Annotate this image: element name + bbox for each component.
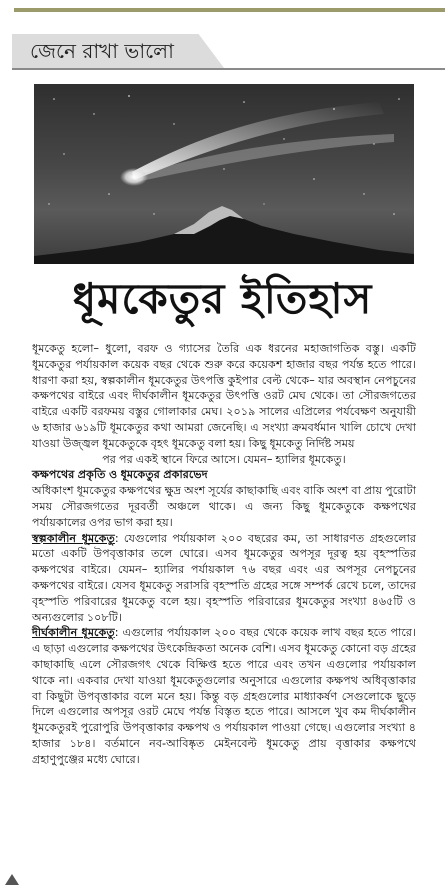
long-period-paragraph: [32, 625, 416, 767]
comet-mountain-illustration: [34, 84, 414, 264]
section-header: [12, 34, 445, 70]
long-period-text: : এগুলোর পর্যায়কাল ২০০ বছর থেকে কয়েক লাখ বছর হতে পারে। এ ছাড়া এগুলোর কক্ষপথের উৎকেন্দ্রিকতা অনেক বেশি। এসব ধূমকেতু কোনো বড় গ্রহের কাছাকাছি এলে সৌরজগৎ থেকে বিক্ষিপ্ত হতে পারে এবং তখন এগুলোর পর্যায়কাল থাকে না। একবার দেখা যাওয়া ধূমকেতুগুলোর অনুসারে এগুলোর কক্ষপথ অধিবৃত্তাকার বা কিছুটা উপবৃত্তাকার বলে মনে হয়। কিন্তু বড় গ্রহগুলোর মাধ্যাকর্ষণ সেগুলোকে ছুড়ে দিলে এগুলোর অপসূর ওরট মেঘে পর্যন্ত বিস্তৃত হতে পারে। আসলে খুব কম দীর্ঘকালীন ধূমকেতুরই পুরোপুরি উপবৃত্তাকার কক্ষপথ ও পর্যায়কাল পাওয়া গেছে। এগুলোর সংখ্যা ৪ হাজার ১৮৪। বর্তমানে নব-আবিষ্কৃত মেইনবেল্ট ধূমকেতু প্রায় বৃত্তাকার কক্ষপথে গ্রহাণুপুঞ্জের মধ্যে ঘোরে।: [32, 626, 416, 766]
comet-photo: [34, 84, 414, 264]
short-period-text: : যেগুলোর পর্যায়কাল ২০০ বছরের কম, তা সাধারণত গ্রহগুলোর মতো একটি উপবৃত্তাকার তলে ঘোরে। এসব ধূমকেতুর অপসূর দূরত্ব হয় বৃহস্পতির কক্ষপথের বাইরে। যেমন– হ্যালির পর্যায়কাল ৭৬ বছর এবং এর অপসূর নেপচুনের কক্ষপথের বাইরে। যেসব ধূমকেতু সরাসরি বৃহস্পতি গ্রহের সঙ্গে সম্পর্ক রেখে চলে, তাদের বৃহস্পতি পরিবারের ধূমকেতু বলে হয়। বৃহস্পতি পরিবারের ধূমকেতুর সংখ্যা ৪৬৫টি ও অন্যগুলোর ১০৮টি।: [32, 531, 416, 624]
long-period-lead: দীর্ঘকালীন ধূমকেতু: [32, 626, 115, 640]
intro-paragraph: ধূমকেতু হলো– ধুলো, বরফ ও গ্যাসের তৈরি এক ধরনের মহাজাগতিক বস্তু। একটি ধূমকেতুর পর্যায়কাল কয়েক বছর থেকে শুরু করে কয়েকশ হাজার বছর পর্যন্ত হতে পারে। ধারণা করা হয়, স্বল্পকালীন ধূমকেতুর উৎপত্তি কুইপার বেল্ট থেকে– যার অবস্থান নেপচুনের কক্ষপথের বাইরে এবং দীর্ঘকালীন ধূমকেতুর উৎপত্তি ওরট মেঘ থেকে। তা সৌরজগতের বাইরে একটি বরফময় বস্তুর গোলাকার মেঘ। ২০১৯ সালের এপ্রিলের পর্যবেক্ষণ অনুযায়ী ৬ হাজার ৬১৯টি ধূমকেতুর কথা আমরা জেনেছি। এ সংখ্যা ক্রমবর্ধমান খালি চোখে দেখা যাওয়া উজ্জ্বল ধূমকেতুকে বৃহৎ ধূমকেতু বলা হয়। কিছু ধূমকেতু নির্দিষ্ট সময়: [32, 342, 416, 450]
corner-ornament-icon: [4, 872, 20, 886]
top-rule: [14, 8, 445, 12]
header-underline: [12, 68, 445, 70]
section-heading: কক্ষপথের প্রকৃতি ও ধূমকেতুর প্রকারভেদ: [32, 468, 208, 482]
short-period-paragraph: [32, 531, 416, 626]
intro-centered-line: পর পর একই স্থানে ফিরে আসে। যেমন– হ্যালির ধূমকেতু।: [102, 452, 346, 466]
comet-head: [120, 168, 148, 186]
article-body: [32, 341, 416, 768]
article-title: ধূমকেতুর ইতিহাস: [72, 274, 373, 323]
short-period-lead: স্বল্পকালীন ধূমকেতু: [32, 531, 115, 545]
section-label: জেনে রাখা ভালো: [30, 39, 174, 63]
section-paragraph: অধিকাংশ ধূমকেতুর কক্ষপথের ক্ষুদ্র অংশ সূর্যের কাছাকাছি এবং বাকি অংশ বা প্রায় পুরোটা সময় সৌরজগতের দূরবর্তী অঞ্চলে থাকে। এ জন্য কিছু ধূমকেতুকে কক্ষপথের পর্যায়কালের ওপর ভাগ করা হয়।: [32, 484, 416, 529]
